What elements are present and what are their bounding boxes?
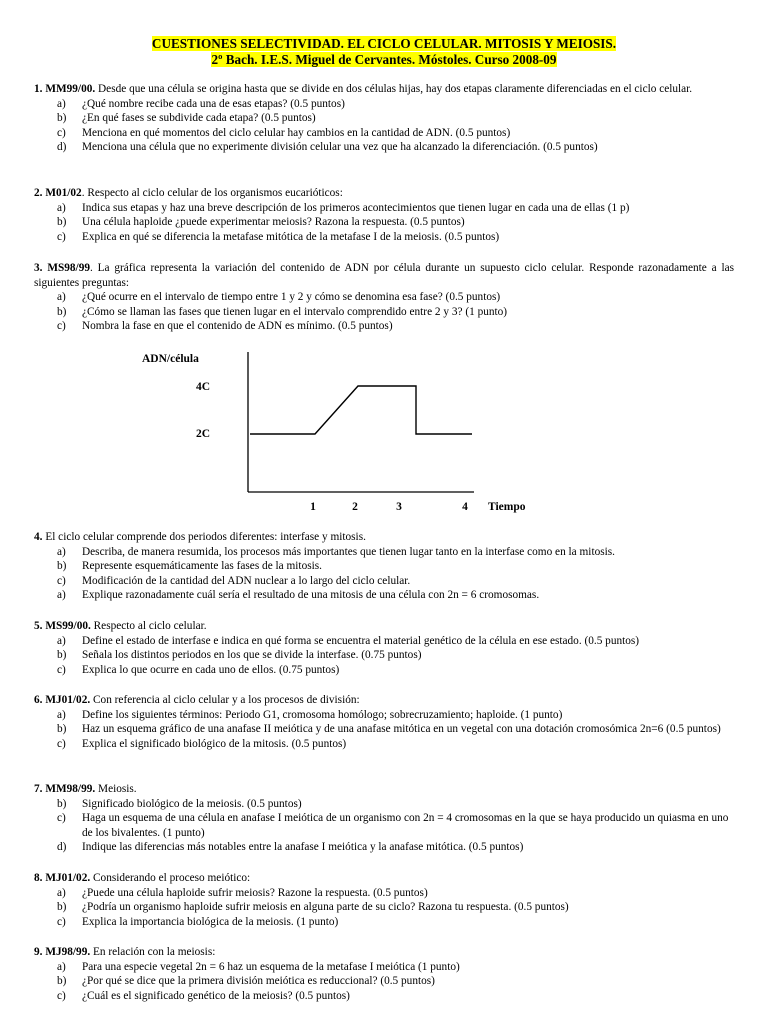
question-number: 9. — [34, 946, 43, 958]
item-letter: b) — [57, 305, 67, 318]
item-text: Menciona una célula que no experimente división celular una vez que ha alcanzado la diferenciación. (0.5 puntos) — [82, 141, 598, 154]
item-letter: a) — [57, 545, 66, 558]
item-text: Indica sus etapas y haz una breve descripción de los primeros acontecimientos que tienen lugar en cada una de ellas (1 p) — [82, 201, 630, 214]
question-code: MS99/00. — [45, 620, 91, 632]
item-letter: a) — [57, 589, 66, 602]
item-text: Explica la importancia biológica de la meiosis. (1 punto) — [82, 915, 339, 928]
item-text: Menciona en qué momentos del ciclo celular hay cambios en la cantidad de ADN. (0.5 puntos) — [82, 126, 511, 139]
question-items — [34, 886, 734, 930]
question-items — [34, 797, 734, 855]
item-text: Explica en qué se diferencia la metafase mitótica de la metafase I de la meiosis. (0.5 puntos) — [82, 230, 500, 243]
question-item — [34, 886, 734, 901]
question-item — [34, 797, 734, 812]
question-item — [34, 915, 734, 930]
question-code: MM98/99. — [45, 783, 96, 795]
question-item — [34, 900, 734, 915]
question-code: MS98/99 — [47, 262, 90, 274]
question-items — [34, 97, 734, 155]
question-item — [34, 140, 734, 155]
question-statement: . La gráfica representa la variación del contenido de ADN por célula durante un supuesto ciclo celular. Responde razonadamente a las siguientes preguntas: — [34, 262, 735, 289]
item-letter: b) — [57, 649, 67, 662]
question-item — [34, 201, 734, 216]
x-axis-label: Tiempo — [488, 501, 526, 513]
question-items — [34, 290, 734, 334]
question-number: 2. — [34, 187, 43, 199]
question-items — [34, 634, 734, 678]
question-code: MJ01/02. — [45, 872, 91, 884]
item-text: Represente esquemáticamente las fases de la mitosis. — [82, 560, 322, 573]
question-3 — [34, 261, 734, 334]
question-statement: Considerando el proceso meiótico: — [90, 872, 251, 884]
item-text: Haz un esquema gráfico de una anafase II meiótica y de una anafase mitótica en un vegetal con una dotación cromosómica 2n=6 (0.5 puntos) — [82, 723, 721, 736]
item-text: ¿Cómo se llaman las fases que tienen lugar en el intervalo comprendido entre 2 y 3? (1 punto) — [82, 305, 508, 318]
dna-chart — [0, 340, 768, 520]
question-items — [34, 545, 734, 603]
y-tick-label: 4C — [196, 381, 211, 393]
question-2 — [34, 186, 734, 244]
question-number: 4. — [34, 531, 43, 543]
question-text — [34, 530, 734, 545]
item-letter: d) — [57, 841, 67, 854]
question-1 — [34, 82, 734, 155]
item-text: ¿Podría un organismo haploide sufrir meiosis en alguna parte de su ciclo? Razona tu respuesta. (0.5 puntos) — [82, 901, 569, 914]
item-text: Señala los distintos periodos en los que se divide la interfase. (0.75 puntos) — [82, 649, 422, 662]
x-tick-label: 3 — [396, 501, 402, 513]
question-items — [34, 708, 734, 752]
item-text: Define los siguientes términos: Periodo G1, cromosoma homólogo; sobrecruzamiento; haploide. (1 punto) — [82, 708, 563, 721]
question-text — [34, 945, 734, 960]
item-letter: c) — [57, 230, 66, 243]
question-item — [34, 559, 734, 574]
question-text — [34, 186, 734, 201]
item-text: ¿Qué ocurre en el intervalo de tiempo entre 1 y 2 y cómo se denomina esa fase? (0.5 puntos) — [82, 291, 501, 304]
question-number: 6. — [34, 694, 43, 706]
question-items — [34, 960, 734, 1004]
y-tick-label: 2C — [196, 428, 211, 440]
question-item — [34, 722, 734, 737]
question-item — [34, 974, 734, 989]
question-number: 1. — [34, 83, 43, 95]
question-code: MJ01/02. — [45, 694, 91, 706]
question-statement: Desde que una célula se origina hasta que se divide en dos células hijas, hay dos etapas claramente diferenciadas en el ciclo celular. — [95, 83, 693, 95]
item-letter: c) — [57, 989, 66, 1002]
document-header — [0, 36, 768, 68]
item-text: Describa, de manera resumida, los procesos más importantes que tienen lugar tanto en la interfase como en la mitosis. — [82, 545, 615, 558]
item-text: Significado biológico de la meiosis. (0.5 puntos) — [82, 797, 302, 810]
x-tick-label: 1 — [310, 501, 316, 513]
question-item — [34, 648, 734, 663]
item-text: Nombra la fase en que el contenido de ADN es mínimo. (0.5 puntos) — [82, 320, 393, 333]
item-text: ¿Por qué se dice que la primera división meiótica es reduccional? (0.5 puntos) — [82, 975, 435, 988]
question-item — [34, 230, 734, 245]
question-statement: Meiosis. — [95, 783, 137, 795]
item-text: ¿Puede una célula haploide sufrir meiosis? Razone la respuesta. (0.5 puntos) — [82, 886, 428, 899]
item-letter: b) — [57, 797, 67, 810]
item-text: Define el estado de interfase e indica en qué forma se encuentra el material genético de la célula en ese estado. (0.5 puntos) — [82, 634, 640, 647]
item-letter: b) — [57, 975, 67, 988]
question-8 — [34, 871, 734, 929]
item-text: Explica el significado biológico de la mitosis. (0.5 puntos) — [82, 737, 347, 750]
item-letter: c) — [57, 320, 66, 333]
item-letter: c) — [57, 737, 66, 750]
item-letter: b) — [57, 560, 67, 573]
question-item — [34, 290, 734, 305]
item-text: Explica lo que ocurre en cada uno de ellos. (0.75 puntos) — [82, 663, 340, 676]
x-tick-label: 4 — [462, 501, 468, 513]
question-item — [34, 737, 734, 752]
question-text — [34, 82, 734, 97]
question-item — [34, 989, 734, 1004]
item-letter: b) — [57, 901, 67, 914]
question-7 — [34, 782, 734, 855]
question-number: 7. — [34, 783, 43, 795]
question-item — [34, 588, 734, 603]
item-letter: c) — [57, 126, 66, 139]
y-axis-label: ADN/célula — [142, 353, 199, 365]
question-statement: Con referencia al ciclo celular y a los procesos de división: — [90, 694, 360, 706]
item-letter: c) — [57, 663, 66, 676]
question-statement: Respecto al ciclo celular. — [90, 620, 207, 632]
question-item — [34, 840, 734, 855]
item-letter: a) — [57, 886, 66, 899]
question-item — [34, 126, 734, 141]
question-number: 8. — [34, 872, 43, 884]
question-number: 5. — [34, 620, 43, 632]
item-text: Una célula haploide ¿puede experimentar meiosis? Razona la respuesta. (0.5 puntos) — [82, 216, 465, 229]
item-letter: a) — [57, 291, 66, 304]
item-letter: d) — [57, 141, 67, 154]
item-text: Haga un esquema de una célula en anafase I meiótica de un organismo con 2n = 4 cromosomas en la que se haya producido un quiasma en uno de los bivalentes. (1 punto) — [82, 812, 729, 839]
item-letter: a) — [57, 708, 66, 721]
item-text: Explique razonadamente cuál sería el resultado de una mitosis de una célula con 2n = 6 cromosomas. — [82, 589, 540, 602]
question-statement: El ciclo celular comprende dos periodos diferentes: interfase y mitosis. — [45, 531, 366, 543]
item-letter: a) — [57, 960, 66, 973]
question-item — [34, 574, 734, 589]
item-letter: a) — [57, 201, 66, 214]
item-text: ¿Cuál es el significado genético de la meiosis? (0.5 puntos) — [82, 989, 350, 1002]
item-letter: b) — [57, 723, 67, 736]
question-number: 3. — [34, 262, 43, 274]
question-text — [34, 871, 734, 886]
question-item — [34, 215, 734, 230]
question-item — [34, 111, 734, 126]
item-letter: c) — [57, 574, 66, 587]
question-item — [34, 960, 734, 975]
dna-series-line — [250, 386, 472, 434]
question-item — [34, 97, 734, 112]
header-subtitle: 2º Bach. I.E.S. Miguel de Cervantes. Móstoles. Curso 2008-09 — [211, 52, 557, 67]
question-code: M01/02 — [45, 187, 82, 199]
question-items — [34, 201, 734, 245]
question-5 — [34, 619, 734, 677]
question-item — [34, 634, 734, 649]
question-item — [34, 545, 734, 560]
item-letter: b) — [57, 216, 67, 229]
item-text: Para una especie vegetal 2n = 6 haz un esquema de la metafase I meiótica (1 punto) — [82, 960, 460, 973]
question-text — [34, 782, 734, 797]
question-statement: . Respecto al ciclo celular de los organismos eucarióticos: — [81, 187, 343, 199]
question-item — [34, 811, 734, 840]
question-text — [34, 261, 734, 290]
item-text: ¿En qué fases se subdivide cada etapa? (0.5 puntos) — [82, 112, 316, 125]
item-letter: b) — [57, 112, 67, 125]
header-title: CUESTIONES SELECTIVIDAD. EL CICLO CELULAR. MITOSIS Y MEIOSIS. — [151, 36, 617, 51]
question-statement: En relación con la meiosis: — [90, 946, 216, 958]
question-item — [34, 319, 734, 334]
question-4 — [34, 530, 734, 603]
item-letter: c) — [57, 915, 66, 928]
item-text: Indique las diferencias más notables entre la anafase I meiótica y la anafase mitótica. (0.5 puntos) — [82, 841, 524, 854]
question-text — [34, 619, 734, 634]
item-text: Modificación de la cantidad del ADN nuclear a lo largo del ciclo celular. — [82, 574, 411, 587]
question-text — [34, 693, 734, 708]
question-code: MM99/00. — [45, 83, 96, 95]
question-6 — [34, 693, 734, 751]
item-text: ¿Qué nombre recibe cada una de esas etapas? (0.5 puntos) — [82, 97, 345, 110]
question-item — [34, 305, 734, 320]
item-letter: c) — [57, 812, 66, 825]
item-letter: a) — [57, 97, 66, 110]
question-9 — [34, 945, 734, 1003]
question-code: MJ98/99. — [45, 946, 91, 958]
question-item — [34, 663, 734, 678]
x-tick-label: 2 — [352, 501, 358, 513]
question-item — [34, 708, 734, 723]
item-letter: a) — [57, 634, 66, 647]
